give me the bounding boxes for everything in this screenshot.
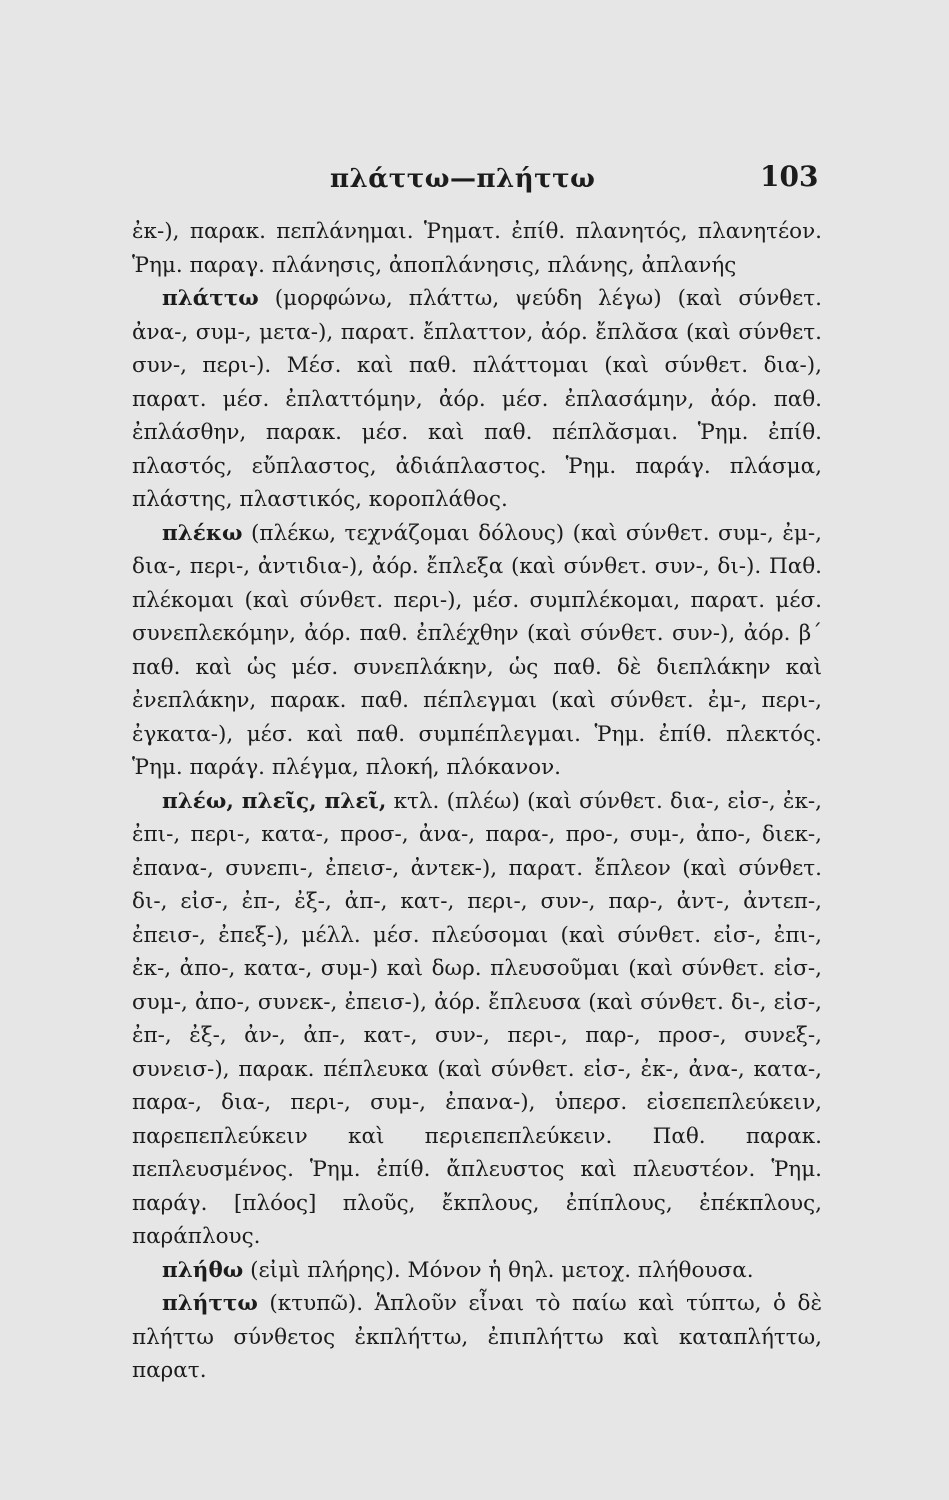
entry-headword: πλέκω xyxy=(162,520,243,546)
entry-plekw xyxy=(132,517,822,785)
entry-headword: πλήθω xyxy=(162,1257,244,1283)
dictionary-body xyxy=(132,215,822,1388)
entry-plhttw xyxy=(132,1287,822,1388)
entry-text: (εἰμὶ πλήρης). Μόνον ἡ θηλ. μετοχ. πλήθουσα. xyxy=(250,1257,754,1283)
entry-text: (κτυπῶ). Ἁπλοῦν εἶναι τὸ παίω καὶ τύπτω, ὁ δὲ πλήττω σύνθετος ἐκπλήττω, ἐπιπλήττω καὶ καταπλήττω, παρατ. xyxy=(132,1291,822,1383)
entry-plhthw xyxy=(132,1254,822,1288)
entry-text: ἐκ-), παρακ. πεπλάνημαι. Ῥηματ. ἐπίθ. πλανητός, πλανητέον. Ῥημ. παραγ. πλάνησις, ἀποπλάνησις, πλάνης, ἀπλανής xyxy=(132,219,822,278)
page-header xyxy=(120,160,820,200)
entry-text: (μορφώνω, πλάττω, ψεύδη λέγω) (καὶ σύνθετ. ἀνα-, συμ-, μετα-), παρατ. ἔπλαττον, ἀόρ. ἔπλᾰσα (καὶ σύνθετ. συν-, περι-). Μέσ. καὶ παθ. πλάττομαι (καὶ σύνθετ. δια-), παρατ. μέσ. ἐπλαττόμην, ἀόρ. μέσ. ἐπλασάμην, ἀόρ. παθ. ἐπλάσθην, παρακ. μέσ. καὶ παθ. πέπλᾰσμαι. Ῥημ. ἐπίθ. πλαστός, εὔπλαστος, ἀδιάπλαστος. Ῥημ. παράγ. πλάσμα, πλάστης, πλαστικός, κοροπλάθος. xyxy=(132,286,822,512)
entry-headword: πλέω, πλεῖς, πλεῖ, xyxy=(162,788,387,814)
entry-text: κτλ. (πλέω) (καὶ σύνθετ. δια-, εἰσ-, ἐκ-, ἐπι-, περι-, κατα-, προσ-, ἀνα-, παρα-, προ-, συμ-, ἀπο-, διεκ-, ἐπανα-, συνεπι-, ἐπεισ-, ἀντεκ-), παρατ. ἔπλεον (καὶ σύνθετ. δι-, εἰσ-, ἐπ-, ἐξ-, ἀπ-, κατ-, περι-, συν-, παρ-, ἀντ-, ἀντεπ-, ἐπεισ-, ἐπεξ-), μέλλ. μέσ. πλεύσομαι (καὶ σύνθετ. εἰσ-, ἐπι-, ἐκ-, ἀπο-, κατα-, συμ-) καὶ δωρ. πλευσοῦμαι (καὶ σύνθετ. εἰσ-, συμ-, ἀπο-, συνεκ-, ἐπεισ-), ἀόρ. ἔπλευσα (καὶ σύνθετ. δι-, εἰσ-, ἐπ-, ἐξ-, ἀν-, ἀπ-, κατ-, συν-, περι-, παρ-, προσ-, συνεξ-, συνεισ-), παρακ. πέπλευκα (καὶ σύνθετ. εἰσ-, ἐκ-, ἀνα-, κατα-, παρα-, δια-, περι-, συμ-, ἐπανα-), ὑπερσ. εἰσεπεπλεύκειν, παρεπεπλεύκειν καὶ περιεπεπλεύκειν. Παθ. παρακ. πεπλευσμένος. Ῥημ. ἐπίθ. ἄπλευστος καὶ πλευστέον. Ῥημ. παράγ. [πλόος] πλοῦς, ἔκπλους, ἐπίπλους, ἐπέκπλους, παράπλους. xyxy=(132,788,822,1249)
running-title: πλάττω—πλήττω xyxy=(330,164,596,194)
entry-plattw xyxy=(132,282,822,517)
entry-headword: πλάττω xyxy=(162,286,259,311)
page-number: 103 xyxy=(760,160,819,193)
entry-plew xyxy=(132,785,822,1254)
entry-headword: πλήττω xyxy=(162,1291,258,1316)
entry-continuation xyxy=(132,215,822,282)
entry-text: (πλέκω, τεχνάζομαι δόλους) (καὶ σύνθετ. συμ-, ἐμ-, δια-, περι-, ἀντιδια-), ἀόρ. ἔπλεξα (καὶ σύνθετ. συν-, δι-). Παθ. πλέκομαι (καὶ σύνθετ. περι-), μέσ. συμπλέκομαι, παρατ. μέσ. συνεπλεκόμην, ἀόρ. παθ. ἐπλέχθην (καὶ σύνθετ. συν-), ἀόρ. β´ παθ. καὶ ὡς μέσ. συνεπλάκην, ὡς παθ. δὲ διεπλάκην καὶ ἐνεπλάκην, παρακ. παθ. πέπλεγμαι (καὶ σύνθετ. ἐμ-, περι-, ἐγκατα-), μέσ. καὶ παθ. συμπέπλεγμαι. Ῥημ. ἐπίθ. πλεκτός. Ῥημ. παράγ. πλέγμα, πλοκή, πλόκανον. xyxy=(132,520,822,780)
